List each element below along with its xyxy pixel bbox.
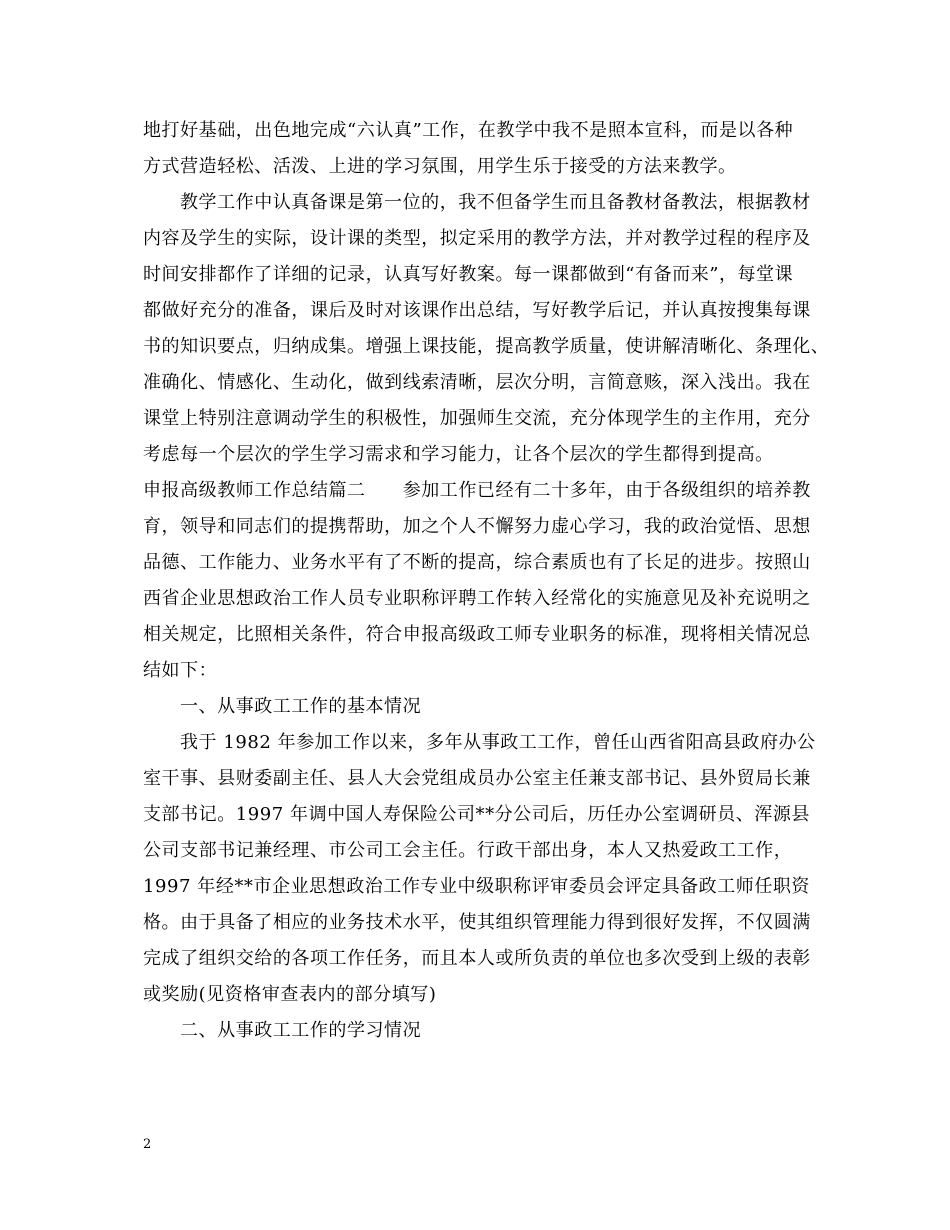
text-line: 室干事、县财委副主任、县人大会党组成员办公室主任兼支部书记、县外贸局长兼	[143, 768, 811, 789]
text-line: 课堂上特别注意调动学生的积极性，加强师生交流，充分体现学生的主作用，充分	[143, 408, 811, 429]
text-line: 二、从事政工工作的学习情况	[180, 1020, 422, 1041]
text-line: 公司支部书记兼经理、市公司工会主任。行政干部出身，本人又热爱政工工作，	[143, 840, 793, 861]
text-line: 方式营造轻松、活泼、上进的学习氛围，用学生乐于接受的方法来教学。	[143, 156, 737, 177]
text-line: 考虑每一个层次的学生学习需求和学习能力，让各个层次的学生都得到提高。	[143, 444, 774, 465]
text-line: 育，领导和同志们的提携帮助，加之个人不懈努力虚心学习，我的政治觉悟、思想	[143, 516, 811, 537]
text-line: 或奖励(见资格审查表内的部分填写)	[143, 984, 437, 1005]
document-body	[143, 113, 830, 1049]
text-line: 结如下：	[143, 660, 218, 681]
text-line: 格。由于具备了相应的业务技术水平，使其组织管理能力得到很好发挥，不仅圆满	[143, 912, 811, 933]
text-line: 申报高级教师工作总结篇二 参加工作已经有二十多年，由于各级组织的培养教	[143, 480, 811, 501]
text-line: 1997 年经**市企业思想政治工作专业中级职称评审委员会评定具备政工师任职资	[143, 876, 810, 897]
text-line: 支部书记。1997 年调中国人寿保险公司**分公司后，历任办公室调研员、浑源县	[143, 804, 810, 825]
text-line: 完成了组织交给的各项工作任务，而且本人或所负责的单位也多次受到上级的表彰	[143, 948, 811, 969]
text-line: 书的知识要点，归纳成集。增强上课技能，提高教学质量，使讲解清晰化、条理化、	[143, 336, 830, 357]
text-line: 品德、工作能力、业务水平有了不断的提高，综合素质也有了长足的进步。按照山	[143, 552, 811, 573]
text-line: 内容及学生的实际，设计课的类型，拟定采用的教学方法，并对教学过程的程序及	[143, 228, 811, 249]
text-line: 教学工作中认真备课是第一位的，我不但备学生而且备教材备教法，根据教材	[180, 192, 811, 213]
text-line: 我于 1982 年参加工作以来，多年从事政工工作，曾任山西省阳高县政府办公	[180, 732, 816, 753]
page-number: 2	[143, 1137, 152, 1152]
text-line: 都做好充分的准备，课后及时对该课作出总结，写好教学后记，并认真按搜集每课	[143, 300, 811, 321]
text-line: 一、从事政工工作的基本情况	[180, 696, 422, 717]
text-line: 地打好基础，出色地完成“六认真”工作，在教学中我不是照本宣科，而是以各种	[143, 120, 794, 141]
text-line: 西省企业思想政治工作人员专业职称评聘工作转入经常化的实施意见及补充说明之	[143, 588, 811, 609]
text-line: 时间安排都作了详细的记录，认真写好教案。每一课都做到“有备而来”，每堂课	[143, 264, 794, 285]
text-line: 相关规定，比照相关条件，符合申报高级政工师专业职务的标准，现将相关情况总	[143, 624, 811, 645]
text-line: 准确化、情感化、生动化，做到线索清晰，层次分明，言简意赅，深入浅出。我在	[143, 372, 811, 393]
